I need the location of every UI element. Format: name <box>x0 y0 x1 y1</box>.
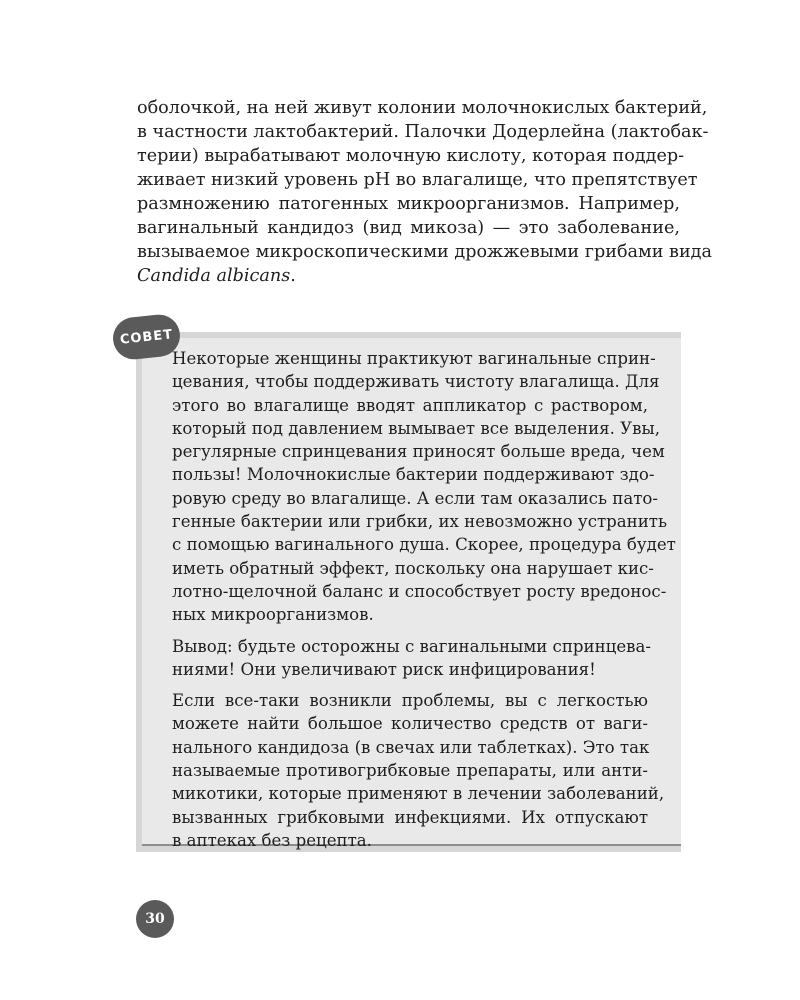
text-line: Если все-таки возникли проблемы, вы с легкостью <box>172 691 648 711</box>
text-line: этого во влагалище вводят аппликатор с раствором, <box>172 395 648 415</box>
text-line: регулярные спринцевания приносят больше вреда, чем <box>172 442 665 462</box>
text-line: вагинальный кандидоз (вид микоза) — это заболевание, <box>137 218 680 238</box>
text-line: в частности лактобактерий. Палочки Додерлейна (лактобак- <box>137 122 709 142</box>
text-line: иметь обратный эффект, поскольку она нарушает кис- <box>172 558 654 578</box>
text-line: Некоторые женщины практикуют вагинальные сприн- <box>172 349 656 368</box>
tip-paragraph-3 <box>172 689 665 852</box>
sentence-end: . <box>290 266 296 286</box>
text-line: ровую среду во влагалище. А если там оказались пато- <box>172 488 659 508</box>
text-line <box>137 264 680 288</box>
tip-badge: СОВЕТ <box>111 313 182 362</box>
text-line: Вывод: будьте осторожны с вагинальными спринцева- <box>172 636 651 656</box>
paragraph-gap <box>172 681 648 689</box>
species-name: Candida albicans <box>137 266 291 286</box>
text-line: терии) вырабатывают молочную кислоту, которая поддер- <box>137 146 685 166</box>
paragraph-gap <box>172 627 648 635</box>
text-line: который под давлением вымывает все выделения. Увы, <box>172 418 660 438</box>
text-line: микотики, которые применяют в лечении заболеваний, <box>172 784 665 804</box>
text-line: генные бактерии или грибки, их невозможно устранить <box>172 512 668 532</box>
text-line: с помощью вагинального душа. Скорее, процедура будет <box>172 535 676 555</box>
text-line: вызываемое микроскопическими дрожжевыми грибами вида <box>137 242 713 262</box>
text-line: живает низкий уровень pH во влагалище, что препятствует <box>137 170 698 190</box>
tip-paragraph-1 <box>172 347 676 627</box>
text-line: называемые противогрибковые препараты, или анти- <box>172 761 648 781</box>
text-line: оболочкой, на ней живут колонии молочнокислых бактерий, <box>137 98 708 118</box>
text-line: нального кандидоза (в свечах или таблетках). Это так <box>172 737 650 757</box>
text-line: в аптеках без рецепта. <box>172 830 372 850</box>
text-line: пользы! Молочнокислые бактерии поддерживают здо- <box>172 465 655 485</box>
text-line: цевания, чтобы поддерживать чистоту влагалища. Для <box>172 372 660 392</box>
text-line: лотно-щелочной баланс и способствует росту вредонос- <box>172 581 667 601</box>
page-number: 30 <box>136 900 174 938</box>
tip-paragraph-2 <box>172 635 651 682</box>
text-line: ных микроорганизмов. <box>172 605 374 625</box>
tip-text <box>172 347 676 852</box>
text-line: можете найти большое количество средств от ваги- <box>172 714 648 734</box>
text-line: размножению патогенных микроорганизмов. Например, <box>137 194 680 214</box>
body-text <box>137 96 713 288</box>
text-line: ниями! Они увеличивают риск инфицирования! <box>172 659 596 679</box>
text-line: вызванных грибковыми инфекциями. Их отпускают <box>172 807 648 827</box>
